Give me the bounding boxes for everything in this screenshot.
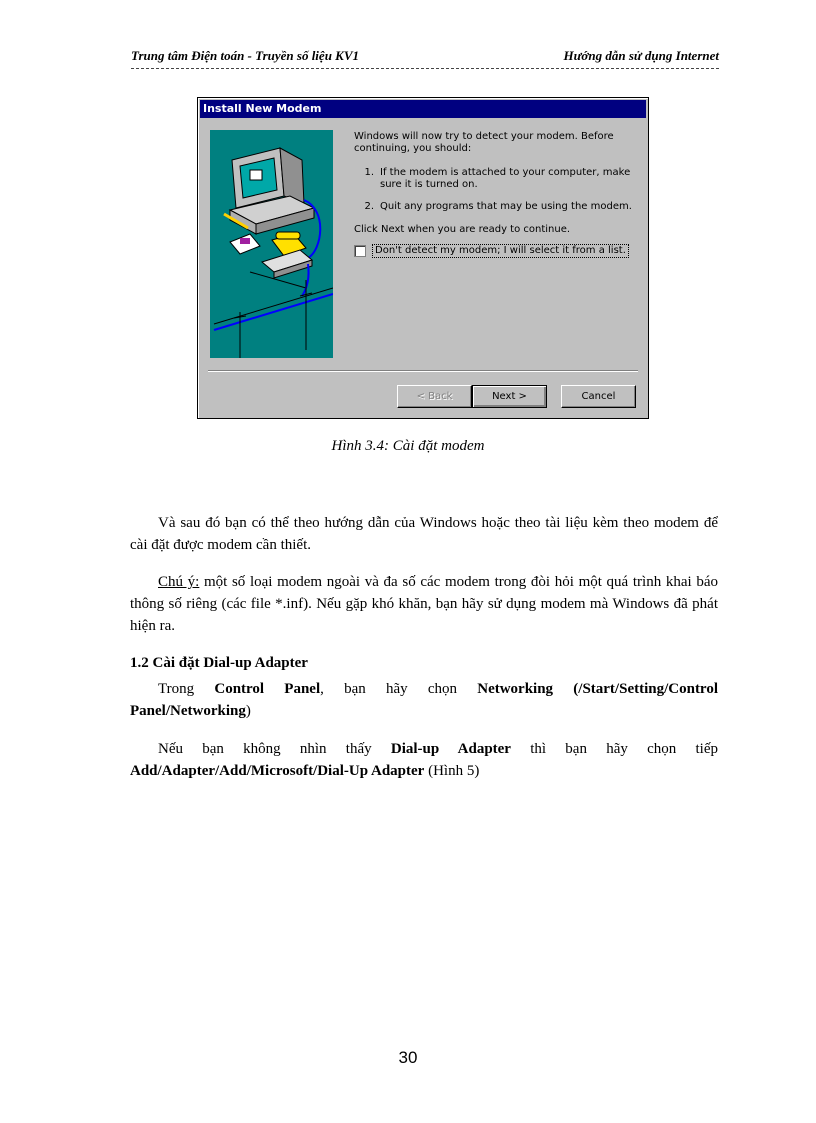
add-adapter-path: Add/Adapter/Add/Microsoft/Dial-Up Adapter (130, 763, 425, 779)
dialup-adapter-term: Dial-up Adapter (390, 741, 511, 757)
dialog-separator (208, 370, 638, 372)
dont-detect-checkbox-row[interactable] (354, 244, 639, 258)
text-span: , bạn hãy chọn (320, 681, 478, 697)
dialog-steps (354, 167, 639, 213)
page-header-left: Trung tâm Điện toán - Truyền số liệu KV1 (131, 48, 360, 63)
next-button[interactable]: Next > (472, 385, 547, 408)
section-title: 1.2 Cài đặt Dial-up Adapter (130, 655, 308, 671)
step-number: 1. (364, 167, 374, 178)
step-text: Quit any programs that may be using the modem. (380, 201, 632, 212)
dialog-title: Install New Modem (200, 100, 646, 118)
paragraph-4 (130, 738, 718, 782)
text-span: (Hình 5) (424, 763, 480, 779)
networking-path: Networking (/Start/Setting/Control Panel/Networking (130, 681, 718, 719)
text-span: Trong (158, 681, 215, 697)
step-text: If the modem is attached to your computer, make sure it is turned on. (380, 167, 631, 190)
paragraph-1: Và sau đó bạn có thể theo hướng dẫn của Windows hoặc theo tài liệu kèm theo modem để cài đặt được modem cần thiết. (130, 515, 718, 553)
step-item (354, 201, 639, 213)
figure-caption: Hình 3.4: Cài đặt modem (331, 438, 485, 454)
modem-illustration (210, 130, 333, 358)
dialog-text (354, 131, 639, 258)
page-header-right: Hướng dẫn sử dụng Internet (563, 48, 719, 63)
control-panel-term: Control Panel (214, 681, 321, 697)
back-button[interactable]: < Back (397, 385, 472, 408)
step-number: 2. (364, 201, 374, 212)
dont-detect-checkbox[interactable] (354, 245, 366, 257)
install-new-modem-dialog (197, 97, 649, 419)
text-span: Nếu bạn không nhìn thấy (158, 741, 391, 757)
text-span: ) (245, 703, 251, 719)
dialog-next-hint: Click Next when you are ready to continue. (354, 224, 571, 235)
page-number: 30 (398, 1048, 418, 1067)
step-item (354, 167, 639, 191)
text-span: thì bạn hãy chọn tiếp (510, 741, 718, 757)
paragraph-3 (130, 678, 718, 722)
cancel-button[interactable]: Cancel (561, 385, 636, 408)
dialog-intro: Windows will now try to detect your modem. Before continuing, you should: (354, 131, 614, 154)
note-paragraph (130, 571, 718, 637)
note-label: Chú ý: (158, 574, 200, 590)
header-rule (131, 68, 719, 69)
dont-detect-checkbox-label[interactable]: Don't detect my modem; I will select it from a list. (372, 244, 629, 258)
note-text: một số loại modem ngoài và đa số các modem trong đòi hỏi một quá trình khai báo thông số riêng (các file *.inf). Nếu gặp khó khăn, bạn hãy sử dụng modem mà Windows đã phát hiện ra. (130, 574, 718, 634)
